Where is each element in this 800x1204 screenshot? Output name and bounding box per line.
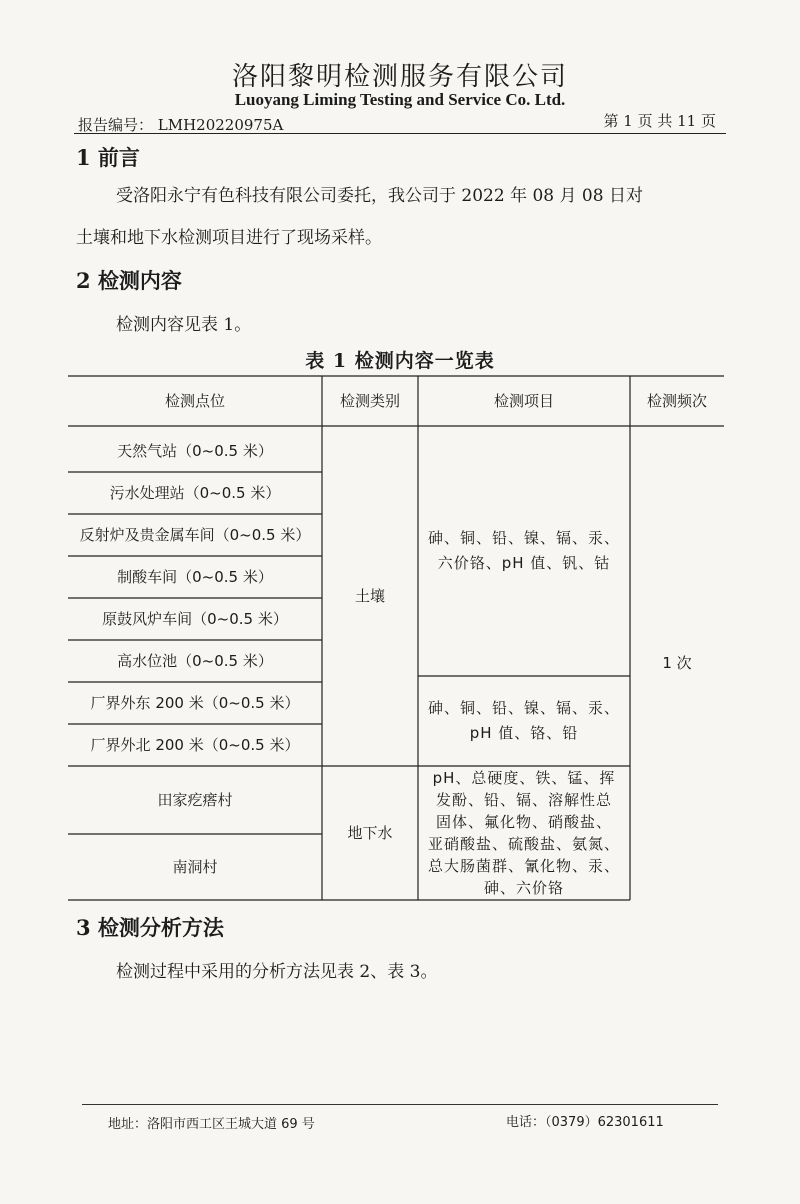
table-header-category: 检测类别: [339, 391, 400, 410]
table-cell-category-soil: 土壤: [354, 586, 385, 605]
section-3-title: 3 检测分析方法: [76, 915, 224, 940]
items-line: pH、总硬度、铁、锰、挥: [432, 769, 616, 787]
items-line: 砷、铜、铅、镍、镉、汞、: [427, 699, 620, 717]
items-line: 发酚、铅、镉、溶解性总: [435, 791, 612, 809]
table-cell-items-soil-a: [418, 426, 630, 676]
table-caption: 表 1 检测内容一览表: [305, 350, 495, 372]
table-cell-point: 南洞村: [172, 857, 218, 876]
table-cell-point: 污水处理站（0~0.5 米）: [109, 483, 281, 502]
table-cell-point: 原鼓风炉车间（0~0.5 米）: [102, 609, 288, 628]
section-1-line-1: 受洛阳永宁有色科技有限公司委托，我公司于 2022 年 08 月 08 日对: [116, 186, 643, 206]
table-cell-point: 厂界外东 200 米（0~0.5 米）: [90, 693, 300, 712]
table-cell-point: 制酸车间（0~0.5 米）: [117, 567, 273, 586]
table-cell-items-soil-b: [418, 676, 630, 766]
table-cell-point: 高水位池（0~0.5 米）: [117, 651, 273, 670]
table-cell-category-water: 地下水: [347, 823, 393, 842]
table-cell-point: 天然气站（0~0.5 米）: [117, 441, 273, 460]
report-number: 报告编号： LMH20220975A: [78, 116, 284, 134]
page-indicator: 第 1 页 共 11 页: [603, 112, 716, 130]
items-line: 总大肠菌群、氰化物、汞、: [427, 857, 620, 875]
table-cell-frequency: 1 次: [662, 653, 692, 672]
table-cell-point: 田家疙瘩村: [157, 790, 233, 809]
table-header-frequency: 检测频次: [646, 391, 707, 410]
section-1-title: 1 前言: [76, 145, 140, 170]
items-line: 六价铬、pH 值、钒、钴: [437, 554, 611, 572]
footer-divider: [82, 1104, 718, 1105]
table-cell-point: 厂界外北 200 米（0~0.5 米）: [90, 735, 300, 754]
section-1-line-2: 土壤和地下水检测项目进行了现场采样。: [76, 228, 382, 248]
items-line: 砷、铜、铅、镍、镉、汞、: [427, 529, 620, 547]
items-line: 砷、六价铬: [483, 879, 564, 897]
section-3-text: 检测过程中采用的分析方法见表 2、表 3。: [116, 962, 438, 982]
table-header-point: 检测点位: [164, 391, 225, 410]
items-line: 固体、氟化物、硝酸盐、: [435, 813, 612, 831]
table-cell-items-water: [418, 766, 630, 900]
section-2-text: 检测内容见表 1。: [116, 315, 252, 335]
footer-phone: 电话：（0379）62301611: [506, 1115, 664, 1130]
items-line: pH 值、铬、铅: [469, 724, 579, 742]
table-cell-point: 反射炉及贵金属车间（0~0.5 米）: [79, 525, 311, 544]
table-header-items: 检测项目: [493, 391, 554, 410]
items-line: 亚硝酸盐、硫酸盐、氨氮、: [427, 835, 620, 853]
company-name-cn: 洛阳黎明检测服务有限公司: [231, 62, 568, 92]
footer-address: 地址：洛阳市西工区王城大道 69 号: [108, 1117, 315, 1132]
section-2-title: 2 检测内容: [76, 268, 182, 293]
company-name-en: Luoyang Liming Testing and Service Co. Ltd.: [234, 90, 566, 109]
